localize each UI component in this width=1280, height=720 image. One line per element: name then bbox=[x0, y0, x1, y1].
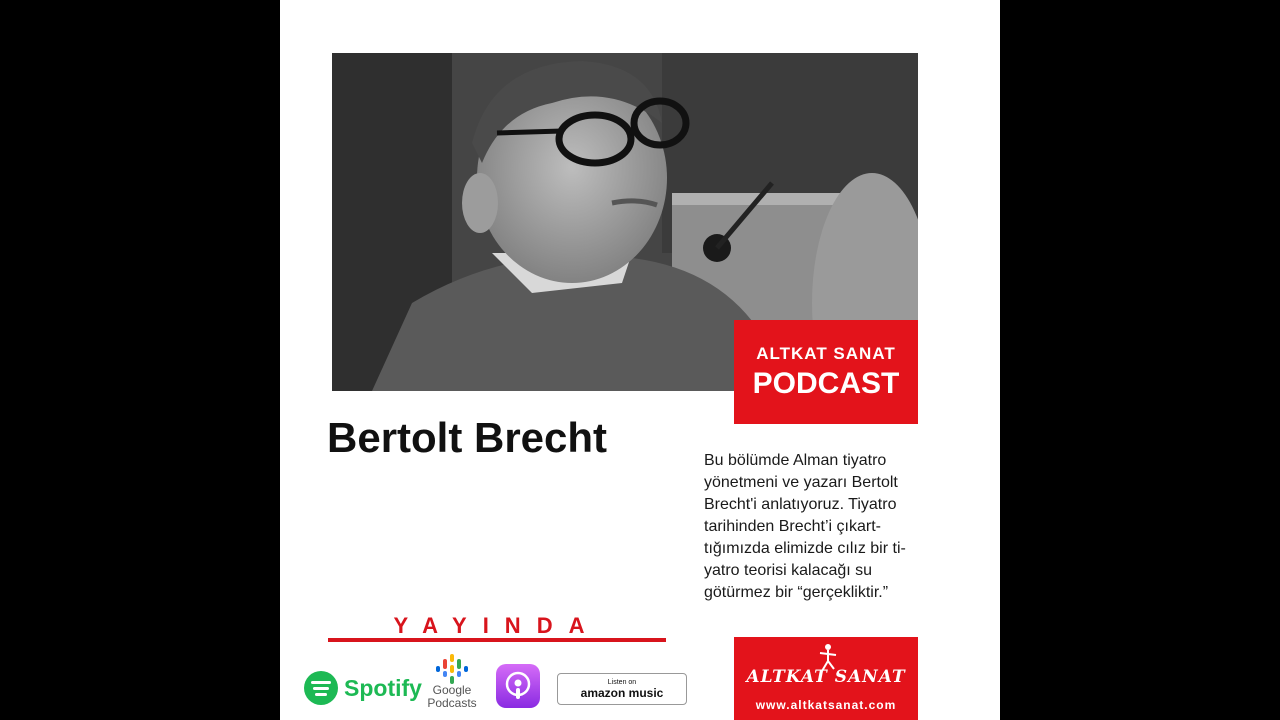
description-line: Bu bölümde Alman tiyatro bbox=[704, 452, 887, 469]
amazon-music-label: amazon music bbox=[580, 685, 664, 700]
amazon-listen-on: Listen on bbox=[607, 678, 637, 686]
apple-podcasts-icon bbox=[503, 671, 533, 701]
podcast-badge bbox=[734, 320, 918, 424]
badge-podcast-text: PODCAST bbox=[752, 367, 900, 400]
yayinda-heading: YAYINDA bbox=[393, 613, 601, 638]
website-url: www.altkatsanat.com bbox=[755, 698, 897, 712]
spotify-icon bbox=[304, 671, 338, 705]
badge-brand-text: ALTKAT SANAT bbox=[756, 344, 896, 363]
google-podcasts-icon bbox=[435, 654, 469, 684]
episode-title: Bertolt Brecht bbox=[327, 414, 608, 461]
description-line: yönetmeni ve yazarı Bertolt bbox=[704, 474, 898, 491]
episode-description bbox=[704, 450, 954, 604]
podcasts-label: Podcasts bbox=[427, 696, 477, 710]
altkat-logo-box bbox=[734, 637, 918, 720]
podcast-card bbox=[280, 0, 1000, 720]
description-line: tığımızda elimizde cılız bir ti- bbox=[704, 540, 906, 557]
description-line: tarihinden Brecht’i çıkart- bbox=[704, 518, 881, 535]
apple-podcasts-link[interactable] bbox=[496, 664, 540, 708]
google-podcasts-link[interactable] bbox=[427, 654, 477, 710]
description-line: Brecht'i anlatıyoruz. Tiyatro bbox=[704, 496, 897, 513]
google-label: Google bbox=[432, 683, 472, 697]
description-line: yatro teorisi kalacağı su bbox=[704, 562, 873, 579]
description-line: götürmez bir “gerçekliktir.” bbox=[704, 584, 889, 601]
spotify-label: Spotify bbox=[344, 674, 422, 701]
yayinda-divider bbox=[328, 638, 666, 642]
spotify-link[interactable] bbox=[304, 670, 422, 706]
amazon-music-link[interactable] bbox=[557, 673, 687, 705]
logo-brand-name: ALTKAT SANAT bbox=[746, 667, 906, 687]
